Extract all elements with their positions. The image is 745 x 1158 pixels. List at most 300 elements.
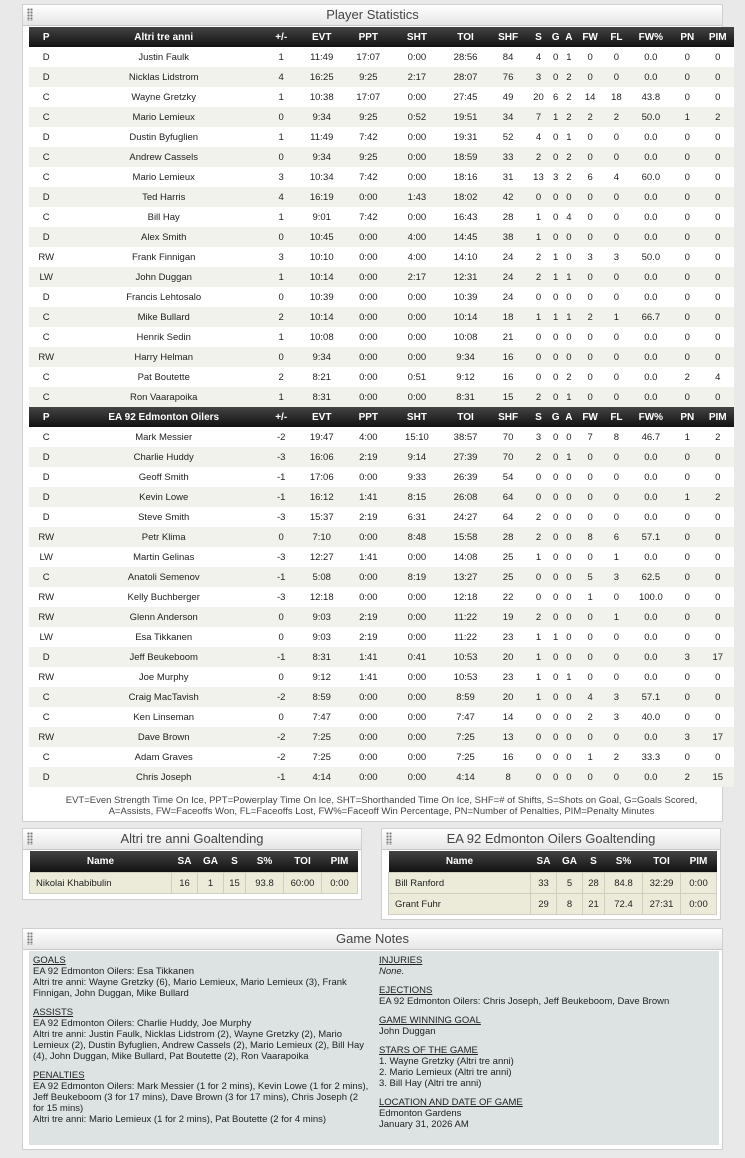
- stat-cell: 0: [702, 607, 735, 627]
- stat-cell: 0: [550, 487, 562, 507]
- stat-cell: C: [29, 167, 63, 187]
- stat-cell: 11:49: [298, 127, 345, 147]
- stat-cell: 0: [550, 527, 562, 547]
- stat-cell: 0.0: [629, 607, 674, 627]
- stat-cell: 20: [489, 647, 527, 667]
- player-name-cell[interactable]: Wayne Gretzky: [63, 87, 264, 107]
- stat-cell: -1: [264, 487, 298, 507]
- stat-cell: 18:16: [442, 167, 489, 187]
- stat-cell: 50.0: [629, 107, 674, 127]
- table-row: [29, 447, 734, 467]
- stat-cell: 1: [198, 873, 224, 894]
- stat-cell: C: [29, 327, 63, 347]
- column-header[interactable]: P: [29, 27, 63, 47]
- player-name-cell[interactable]: John Duggan: [63, 267, 264, 287]
- drag-handle-icon[interactable]: [27, 8, 33, 21]
- stat-cell: 3: [604, 707, 628, 727]
- stat-cell: 28:07: [442, 67, 489, 87]
- player-name-cell[interactable]: Glenn Anderson: [63, 607, 264, 627]
- stat-cell: 0: [604, 467, 628, 487]
- stat-cell: 9:34: [442, 347, 489, 367]
- table-row: [29, 287, 734, 307]
- notes-line: None.: [379, 966, 405, 977]
- column-header[interactable]: SA: [172, 851, 198, 873]
- stat-cell: 1: [527, 307, 549, 327]
- stat-cell: 50.0: [629, 247, 674, 267]
- stat-cell: 1: [264, 47, 298, 67]
- player-name-cell[interactable]: Adam Graves: [63, 747, 264, 767]
- player-name-cell[interactable]: Mark Messier: [63, 427, 264, 447]
- player-name-cell[interactable]: Nicklas Lidstrom: [63, 67, 264, 87]
- column-header[interactable]: SHT: [392, 407, 443, 427]
- column-header[interactable]: S: [527, 407, 549, 427]
- stat-cell: 70: [489, 427, 527, 447]
- goalie-name-cell[interactable]: Grant Fuhr: [389, 894, 531, 915]
- stat-cell: 0.0: [629, 467, 674, 487]
- player-name-cell[interactable]: Kevin Lowe: [63, 487, 264, 507]
- player-name-cell[interactable]: Mike Bullard: [63, 307, 264, 327]
- stat-cell: -2: [264, 747, 298, 767]
- stat-cell: 9:03: [298, 627, 345, 647]
- column-header[interactable]: S: [224, 851, 246, 873]
- stat-cell: 0: [527, 747, 549, 767]
- stat-cell: 1: [550, 267, 562, 287]
- stat-cell: 1: [673, 107, 701, 127]
- stat-cell: 8:59: [298, 687, 345, 707]
- table-row: [29, 747, 734, 767]
- stat-cell: 10:39: [298, 287, 345, 307]
- notes-line: 2. Mario Lemieux (Altri tre anni): [379, 1067, 512, 1078]
- notes-section: [379, 1097, 709, 1130]
- notes-heading: PENALTIES: [33, 1070, 85, 1081]
- stat-cell: 0: [604, 147, 628, 167]
- stat-cell: 2:19: [345, 607, 392, 627]
- stat-cell: 0: [550, 707, 562, 727]
- player-name-cell[interactable]: Ted Harris: [63, 187, 264, 207]
- stat-cell: 0: [702, 67, 735, 87]
- notes-line: EA 92 Edmonton Oilers: Charlie Huddy, Joe Murphy: [33, 1018, 252, 1029]
- player-name-cell[interactable]: Francis Lehtosalo: [63, 287, 264, 307]
- stat-cell: 33: [531, 873, 557, 894]
- stat-cell: 0:00: [392, 87, 443, 107]
- stat-cell: 0.0: [629, 67, 674, 87]
- stat-cell: 2: [604, 107, 628, 127]
- stat-cell: 9:25: [345, 67, 392, 87]
- stat-cell: 0: [604, 47, 628, 67]
- column-header[interactable]: PIM: [681, 851, 717, 873]
- stat-cell: 0: [527, 767, 549, 787]
- stat-cell: 34: [489, 107, 527, 127]
- stat-cell: D: [29, 767, 63, 787]
- stat-cell: 14:10: [442, 247, 489, 267]
- stat-cell: 15:10: [392, 427, 443, 447]
- stat-cell: 0:00: [345, 767, 392, 787]
- table-row: [29, 347, 734, 367]
- stat-cell: 0: [264, 227, 298, 247]
- stat-cell: 4: [562, 207, 576, 227]
- player-name-cell[interactable]: Anatoli Semenov: [63, 567, 264, 587]
- column-header[interactable]: EVT: [298, 27, 345, 47]
- stat-cell: 0: [576, 607, 604, 627]
- stat-cell: 0: [576, 207, 604, 227]
- stat-cell: 2: [576, 307, 604, 327]
- column-header[interactable]: G: [550, 27, 562, 47]
- drag-handle-icon[interactable]: [386, 832, 392, 845]
- stat-cell: 0: [576, 287, 604, 307]
- stat-cell: 18:59: [442, 147, 489, 167]
- stat-cell: 0: [702, 447, 735, 467]
- stat-cell: 23: [489, 627, 527, 647]
- stat-cell: 0: [562, 507, 576, 527]
- column-header[interactable]: S: [527, 27, 549, 47]
- stat-cell: 7:47: [298, 707, 345, 727]
- notes-line: January 31, 2026 AM: [379, 1119, 469, 1130]
- stat-cell: 7: [576, 427, 604, 447]
- player-name-cell[interactable]: Joe Murphy: [63, 667, 264, 687]
- stat-cell: 76: [489, 67, 527, 87]
- column-header[interactable]: PIM: [702, 27, 735, 47]
- column-header[interactable]: A: [562, 407, 576, 427]
- stat-cell: 42: [489, 187, 527, 207]
- column-header[interactable]: TOI: [284, 851, 322, 873]
- notes-section: [33, 1007, 371, 1062]
- column-header[interactable]: +/-: [264, 27, 298, 47]
- stat-cell: 2: [562, 67, 576, 87]
- player-name-cell[interactable]: Petr Klima: [63, 527, 264, 547]
- stat-cell: 0: [702, 247, 735, 267]
- stat-cell: C: [29, 427, 63, 447]
- stat-cell: 24:27: [442, 507, 489, 527]
- stat-cell: 0:00: [392, 287, 443, 307]
- stat-cell: 25: [489, 547, 527, 567]
- stat-cell: 27:31: [643, 894, 681, 915]
- stat-cell: 0: [702, 467, 735, 487]
- team2-goaltending-titlebar[interactable]: [382, 829, 720, 850]
- player-name-cell[interactable]: Jeff Beukeboom: [63, 647, 264, 667]
- column-header[interactable]: SHF: [489, 407, 527, 427]
- stat-cell: 9:03: [298, 607, 345, 627]
- stat-cell: 0: [604, 287, 628, 307]
- stat-cell: 16:19: [298, 187, 345, 207]
- stat-cell: 1: [264, 87, 298, 107]
- team1-goaltending-titlebar[interactable]: [23, 829, 361, 850]
- stat-cell: 1: [562, 667, 576, 687]
- stat-cell: 0: [673, 147, 701, 167]
- stat-cell: 4:00: [345, 427, 392, 447]
- stat-cell: 0: [562, 747, 576, 767]
- stat-cell: 0: [562, 587, 576, 607]
- column-header[interactable]: PIM: [702, 407, 735, 427]
- column-header[interactable]: PPT: [345, 27, 392, 47]
- table-row: [29, 127, 734, 147]
- stat-cell: 0: [702, 687, 735, 707]
- notes-heading: STARS OF THE GAME: [379, 1045, 478, 1056]
- stat-cell: 20: [489, 687, 527, 707]
- column-header[interactable]: PIM: [322, 851, 358, 873]
- stat-cell: 2: [527, 507, 549, 527]
- stat-cell: 0: [702, 207, 735, 227]
- column-header[interactable]: PN: [673, 27, 701, 47]
- column-header[interactable]: S: [583, 851, 605, 873]
- stat-cell: 0.0: [629, 147, 674, 167]
- notes-line: Edmonton Gardens: [379, 1108, 462, 1119]
- stat-cell: 0: [264, 707, 298, 727]
- team-name-header[interactable]: EA 92 Edmonton Oilers: [63, 407, 264, 427]
- stat-cell: 33: [489, 147, 527, 167]
- player-name-cell[interactable]: Craig MacTavish: [63, 687, 264, 707]
- stat-cell: 38: [489, 227, 527, 247]
- stat-cell: 9:25: [345, 147, 392, 167]
- stat-cell: 60:00: [284, 873, 322, 894]
- stat-cell: 2: [562, 367, 576, 387]
- column-header[interactable]: EVT: [298, 407, 345, 427]
- column-header[interactable]: FW: [576, 27, 604, 47]
- table-row: [29, 767, 734, 787]
- stat-cell: 16: [489, 367, 527, 387]
- column-header[interactable]: GA: [198, 851, 224, 873]
- player-name-cell[interactable]: Ron Vaarapoika: [63, 387, 264, 407]
- stat-cell: 33.3: [629, 747, 674, 767]
- stat-cell: -2: [264, 727, 298, 747]
- drag-handle-icon[interactable]: [27, 832, 33, 845]
- table-row: [29, 547, 734, 567]
- column-header[interactable]: FW: [576, 407, 604, 427]
- stat-cell: 4:14: [442, 767, 489, 787]
- stat-cell: 0: [550, 327, 562, 347]
- stat-cell: 0:41: [392, 647, 443, 667]
- stat-cell: 0:00: [345, 707, 392, 727]
- notes-heading: LOCATION AND DATE OF GAME: [379, 1097, 523, 1108]
- player-name-cell[interactable]: Mario Lemieux: [63, 167, 264, 187]
- player-name-cell[interactable]: Dustin Byfuglien: [63, 127, 264, 147]
- stat-cell: 18: [489, 307, 527, 327]
- table-row: [29, 487, 734, 507]
- player-name-cell[interactable]: Henrik Sedin: [63, 327, 264, 347]
- stat-cell: 8:31: [442, 387, 489, 407]
- player-name-cell[interactable]: Chris Joseph: [63, 767, 264, 787]
- table-row: [29, 687, 734, 707]
- stat-cell: 13: [489, 727, 527, 747]
- column-header[interactable]: FL: [604, 27, 628, 47]
- stat-cell: 40.0: [629, 707, 674, 727]
- stat-cell: 4: [702, 367, 735, 387]
- stat-cell: 1: [550, 107, 562, 127]
- stat-cell: 10:53: [442, 647, 489, 667]
- game-notes-titlebar[interactable]: [23, 929, 722, 950]
- stat-cell: 0:00: [392, 627, 443, 647]
- player-name-cell[interactable]: Esa Tikkanen: [63, 627, 264, 647]
- stat-cell: 0: [550, 447, 562, 467]
- stat-cell: 28: [489, 207, 527, 227]
- player-name-cell[interactable]: Ken Linseman: [63, 707, 264, 727]
- column-header[interactable]: Name: [389, 851, 531, 873]
- stat-cell: 0: [527, 187, 549, 207]
- stat-cell: 3: [527, 67, 549, 87]
- player-name-cell[interactable]: Steve Smith: [63, 507, 264, 527]
- stat-cell: 0: [550, 347, 562, 367]
- column-header[interactable]: P: [29, 407, 63, 427]
- column-header[interactable]: PN: [673, 407, 701, 427]
- notes-heading: ASSISTS: [33, 1007, 74, 1018]
- stat-cell: -3: [264, 447, 298, 467]
- stat-cell: 0: [673, 627, 701, 647]
- stat-cell: 8: [604, 427, 628, 447]
- notes-heading: EJECTIONS: [379, 985, 433, 996]
- player-name-cell[interactable]: Harry Helman: [63, 347, 264, 367]
- stat-cell: 8: [576, 527, 604, 547]
- stat-cell: 0: [527, 487, 549, 507]
- stat-cell: -1: [264, 567, 298, 587]
- stat-cell: 0: [562, 727, 576, 747]
- player-name-cell[interactable]: Justin Faulk: [63, 47, 264, 67]
- stat-cell: 3: [264, 167, 298, 187]
- player-name-cell[interactable]: Pat Boutette: [63, 367, 264, 387]
- stat-cell: 7:25: [442, 747, 489, 767]
- stat-cell: 13:27: [442, 567, 489, 587]
- player-name-cell[interactable]: Frank Finnigan: [63, 247, 264, 267]
- table-row: [30, 873, 358, 894]
- stat-cell: 16: [489, 747, 527, 767]
- stat-cell: 2: [562, 167, 576, 187]
- player-name-cell[interactable]: Bill Hay: [63, 207, 264, 227]
- stat-cell: 0:00: [345, 187, 392, 207]
- table-row: [29, 247, 734, 267]
- stat-cell: 17:07: [345, 47, 392, 67]
- goalie-header-row: [389, 851, 717, 873]
- stat-cell: 0: [673, 747, 701, 767]
- stat-cell: 0.0: [629, 547, 674, 567]
- stat-cell: 5:08: [298, 567, 345, 587]
- stat-cell: 0: [673, 207, 701, 227]
- stat-cell: 0: [702, 127, 735, 147]
- drag-handle-icon[interactable]: [27, 932, 33, 945]
- stat-cell: 0: [550, 687, 562, 707]
- stat-cell: 0: [673, 347, 701, 367]
- stat-cell: 0: [562, 187, 576, 207]
- stat-cell: 0:00: [392, 387, 443, 407]
- column-header[interactable]: FW%: [629, 27, 674, 47]
- column-header[interactable]: G: [550, 407, 562, 427]
- stat-cell: 14: [576, 87, 604, 107]
- stat-cell: 8: [557, 894, 583, 915]
- player-name-cell[interactable]: Andrew Cassels: [63, 147, 264, 167]
- stat-cell: 2: [562, 87, 576, 107]
- stat-cell: 0:00: [392, 347, 443, 367]
- column-header[interactable]: S%: [246, 851, 284, 873]
- stat-cell: 10:08: [298, 327, 345, 347]
- column-header[interactable]: Name: [30, 851, 172, 873]
- player-name-cell[interactable]: Alex Smith: [63, 227, 264, 247]
- stat-cell: 38:57: [442, 427, 489, 447]
- stat-cell: 12:18: [442, 587, 489, 607]
- column-header[interactable]: A: [562, 27, 576, 47]
- stat-cell: 1: [562, 127, 576, 147]
- stat-cell: 0:00: [392, 327, 443, 347]
- player-name-cell[interactable]: Geoff Smith: [63, 467, 264, 487]
- stat-cell: 1: [527, 207, 549, 227]
- stat-cell: 1:41: [345, 487, 392, 507]
- stat-cell: 0:00: [345, 247, 392, 267]
- stat-cell: -1: [264, 767, 298, 787]
- stat-cell: 1: [527, 547, 549, 567]
- player-name-cell[interactable]: Charlie Huddy: [63, 447, 264, 467]
- stat-cell: 0: [562, 527, 576, 547]
- stat-cell: 0: [673, 527, 701, 547]
- column-header[interactable]: +/-: [264, 407, 298, 427]
- stat-cell: 8:59: [442, 687, 489, 707]
- stat-cell: 0: [576, 327, 604, 347]
- stat-cell: 0: [702, 347, 735, 367]
- column-header[interactable]: S%: [605, 851, 643, 873]
- stat-cell: 0.0: [629, 347, 674, 367]
- column-header[interactable]: TOI: [442, 27, 489, 47]
- column-header[interactable]: PPT: [345, 407, 392, 427]
- stat-cell: 0: [550, 667, 562, 687]
- goalie-name-cell[interactable]: Nikolai Khabibulin: [30, 873, 172, 894]
- column-header[interactable]: SA: [531, 851, 557, 873]
- column-header[interactable]: SHT: [392, 27, 443, 47]
- stat-cell: 0: [562, 647, 576, 667]
- team2-goaltending-table: [388, 851, 717, 915]
- column-header[interactable]: FW%: [629, 407, 674, 427]
- notes-line: Altri tre anni: Mario Lemieux (1 for 2 mins), Pat Boutette (2 for 4 mins): [33, 1114, 327, 1125]
- stat-cell: 4:00: [392, 227, 443, 247]
- stat-cell: 10:34: [298, 167, 345, 187]
- stat-cell: RW: [29, 587, 63, 607]
- stat-cell: 0.0: [629, 327, 674, 347]
- game-notes-body: [29, 951, 719, 1145]
- notes-heading: INJURIES: [379, 955, 423, 966]
- stat-cell: 23: [489, 667, 527, 687]
- player-name-cell[interactable]: Mario Lemieux: [63, 107, 264, 127]
- stat-cell: 0: [576, 67, 604, 87]
- player-name-cell[interactable]: Martin Gelinas: [63, 547, 264, 567]
- column-header[interactable]: TOI: [442, 407, 489, 427]
- stat-cell: 49: [489, 87, 527, 107]
- legend-line: EVT=Even Strength Time On Ice, PPT=Powerplay Time On Ice, SHT=Shorthanded Time On Ice, SHF=# of Shifts, S=Shots on Goal, G=Goals Scored,: [65, 795, 698, 806]
- stat-cell: 0: [264, 627, 298, 647]
- stat-cell: 20: [527, 87, 549, 107]
- table-row: [29, 507, 734, 527]
- column-header[interactable]: FL: [604, 407, 628, 427]
- column-header[interactable]: SHF: [489, 27, 527, 47]
- player-stats-titlebar[interactable]: [23, 5, 722, 26]
- stat-cell: 2: [264, 307, 298, 327]
- team-name-header[interactable]: Altri tre anni: [63, 27, 264, 47]
- table-row: [29, 207, 734, 227]
- team1-goaltending-title: Altri tre anni Goaltending: [120, 831, 264, 846]
- stat-cell: 0: [264, 607, 298, 627]
- stat-cell: 0: [527, 467, 549, 487]
- column-header[interactable]: TOI: [643, 851, 681, 873]
- player-name-cell[interactable]: Dave Brown: [63, 727, 264, 747]
- notes-line: John Duggan: [379, 1026, 436, 1037]
- stat-cell: 100.0: [629, 587, 674, 607]
- goalie-name-cell[interactable]: Bill Ranford: [389, 873, 531, 894]
- column-header[interactable]: GA: [557, 851, 583, 873]
- stat-cell: 0: [604, 327, 628, 347]
- stat-cell: 0: [562, 347, 576, 367]
- stat-cell: 0: [673, 67, 701, 87]
- notes-section: [33, 955, 371, 999]
- stat-cell: 2: [673, 367, 701, 387]
- stat-cell: 0: [673, 87, 701, 107]
- stat-cell: D: [29, 227, 63, 247]
- stats-legend: [29, 795, 734, 817]
- stat-cell: 0: [702, 187, 735, 207]
- table-row: [29, 327, 734, 347]
- player-name-cell[interactable]: Kelly Buchberger: [63, 587, 264, 607]
